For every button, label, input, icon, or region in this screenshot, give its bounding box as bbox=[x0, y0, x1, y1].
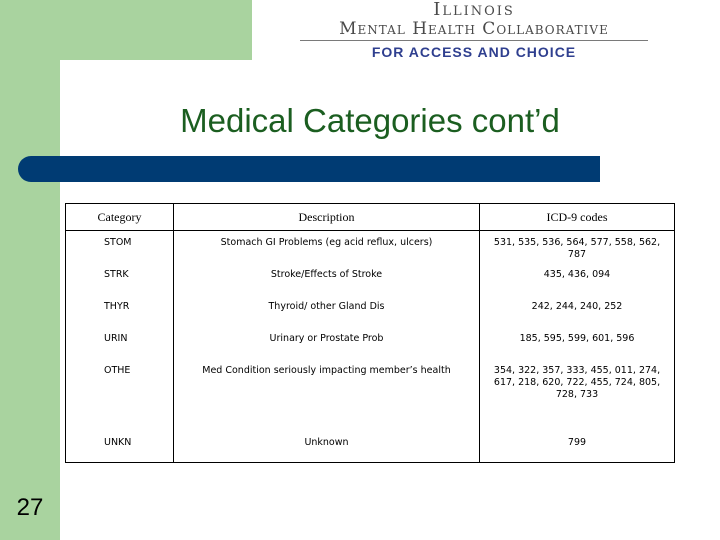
icd-codes-cell: 185, 595, 599, 601, 596 bbox=[480, 327, 675, 359]
table-row bbox=[66, 231, 675, 263]
slide-number: 27 bbox=[16, 494, 44, 521]
description-cell: Urinary or Prostate Prob bbox=[174, 327, 480, 359]
category-cell: STRK bbox=[66, 263, 174, 295]
table-row bbox=[66, 431, 675, 463]
header-category: Category bbox=[66, 204, 174, 231]
logo-state-name: Illinois bbox=[433, 0, 515, 20]
table-row bbox=[66, 263, 675, 295]
table-header-row bbox=[66, 204, 675, 231]
table-row bbox=[66, 295, 675, 327]
description-cell: Stroke/Effects of Stroke bbox=[174, 263, 480, 295]
slide-title: Medical Categories cont’d bbox=[180, 102, 560, 139]
title-underline-bar bbox=[18, 156, 600, 182]
description-cell: Thyroid/ other Gland Dis bbox=[174, 295, 480, 327]
icd-codes-cell: 799 bbox=[480, 431, 675, 463]
description-cell: Med Condition seriously impacting member’s health bbox=[174, 359, 480, 431]
accent-corner-curve bbox=[60, 60, 100, 100]
icd-codes-cell: 531, 535, 536, 564, 577, 558, 562, 787 bbox=[480, 231, 675, 263]
header-icd9-codes: ICD-9 codes bbox=[480, 204, 675, 231]
category-cell: URIN bbox=[66, 327, 174, 359]
logo-organization-name: Mental Health Collaborative bbox=[339, 19, 609, 39]
icd-codes-cell: 242, 244, 240, 252 bbox=[480, 295, 675, 327]
category-cell: OTHE bbox=[66, 359, 174, 431]
category-cell: STOM bbox=[66, 231, 174, 263]
left-accent-bar bbox=[0, 0, 60, 540]
table-row bbox=[66, 327, 675, 359]
category-cell: THYR bbox=[66, 295, 174, 327]
icd-codes-cell: 354, 322, 357, 333, 455, 011, 274, 617, 218, 620, 722, 455, 724, 805, 728, 733 bbox=[480, 359, 675, 431]
logo-divider bbox=[300, 40, 648, 41]
category-cell: UNKN bbox=[66, 431, 174, 463]
medical-categories-table bbox=[65, 203, 674, 463]
icd-codes-cell: 435, 436, 094 bbox=[480, 263, 675, 295]
description-cell: Stomach GI Problems (eg acid reflux, ulcers) bbox=[174, 231, 480, 263]
top-accent-bar bbox=[0, 0, 252, 60]
header-description: Description bbox=[174, 204, 480, 231]
logo-tagline: FOR ACCESS AND CHOICE bbox=[371, 44, 577, 60]
description-cell: Unknown bbox=[174, 431, 480, 463]
organization-logo bbox=[296, 0, 652, 66]
table-row bbox=[66, 359, 675, 431]
